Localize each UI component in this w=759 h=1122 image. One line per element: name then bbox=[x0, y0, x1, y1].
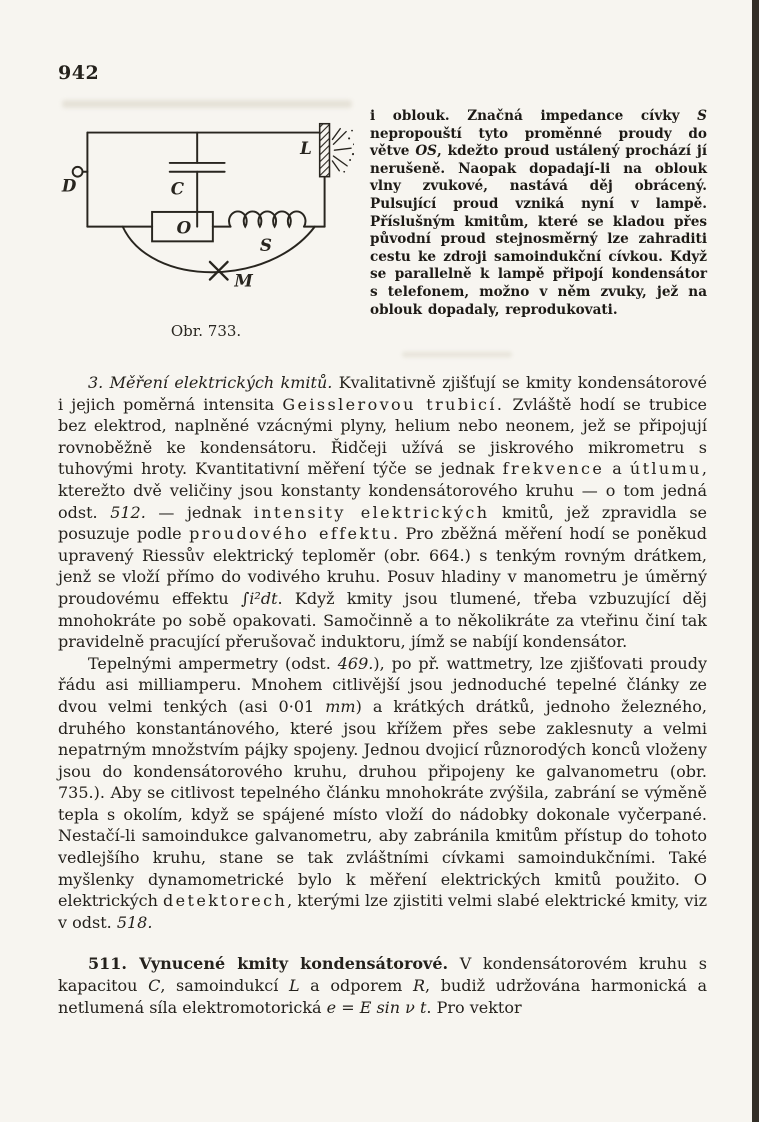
text-segment: Zvláště hodí se trubice bez elektrod, naplněné vzácnými plyny, helium nebo neonem, jež se připojují rovnoběžně ke kondensátoru. Řidčeji užívá se jiskrového mikrometru s tuhovými hroty. Kvantitativní měření týče se jednak bbox=[58, 394, 708, 479]
scan-edge-artifact bbox=[752, 0, 759, 1122]
text-segment: frekvence bbox=[502, 459, 605, 479]
text-segment: , budiž udržována harmonická a netlumená síla elektromotorická bbox=[58, 976, 708, 1017]
text-segment: detektorech bbox=[163, 891, 288, 911]
text-segment: OS bbox=[415, 143, 437, 160]
text-segment: . Pro zběžná měření hodí se poněkud upravený Riessův elektrický teploměr (obr. 664.) s tenkým rovným drátkem, jenž se vloží přímo do vodivého kruhu. Posuv hladiny v manometru je úměrný proudovému effektu bbox=[58, 524, 708, 608]
text-segment: R bbox=[412, 976, 426, 996]
text-segment: L bbox=[288, 976, 300, 996]
arc-lamp-bar bbox=[320, 124, 330, 177]
figure-733 bbox=[58, 108, 354, 362]
text-segment: 469. bbox=[337, 653, 374, 673]
text-segment: kmitů, jež zpravidla se posuzuje podle bbox=[58, 502, 708, 544]
text-segment: i oblouk. Značná impedance cívky bbox=[370, 108, 698, 124]
label-d: D bbox=[61, 175, 77, 196]
circuit-diagram bbox=[58, 110, 354, 308]
text-segment: , kdežto proud ustálený prochází jí nerušeně. Naopak dopadají-li na oblouk vlny zvukové, nastává děj obrácený. Pulsující proud vzniká nyní v lampě. Příslušným kmitům, které se kladou přes původní proud stejnosměrný lze zahraditi cestu ke zdroji samoindukční cívkou. Když se parallelně k lampě připojí kondensátor s telefonem, možno v něm zvuky, jež na oblouk dopadaly, reprodukovati. bbox=[370, 143, 708, 318]
text-segment: a bbox=[604, 459, 630, 479]
label-o: O bbox=[176, 217, 192, 238]
text-segment: 518. bbox=[116, 912, 153, 932]
coil bbox=[229, 211, 305, 226]
text-segment: ), po př. wattmetry, lze zjišťovati proudy řádu asi milliamperu. Mnohem citlivější jsou jednoduché tepelné články ze dvou velmi tenkých (asi 0·01 bbox=[58, 653, 708, 716]
text-segment: útlumu bbox=[629, 459, 702, 479]
text-segment: 512. bbox=[110, 502, 146, 522]
figure-caption: Obr. 733. bbox=[170, 322, 242, 340]
text-segment: Geisslerovou trubicí. bbox=[282, 394, 505, 414]
text-segment: Tepelnými ampermetry (odst. bbox=[88, 653, 338, 673]
text-segment: nepropouští tyto proměnné proudy do větve bbox=[370, 125, 707, 160]
page-content bbox=[58, 108, 707, 1018]
paragraph bbox=[58, 653, 707, 934]
spark-rays bbox=[332, 129, 351, 171]
paragraph bbox=[58, 953, 707, 1018]
text-segment: mm bbox=[325, 696, 356, 716]
label-s: S bbox=[259, 235, 272, 256]
text-segment: C bbox=[148, 976, 161, 996]
text-segment: ) a krátkých drátků, jednoho železného, druhého konstantánového, které jsou křížem přes sebe zaklesnuty a velmi nepatrným množstvím pájky spojeny. Jednou dvojicí různorodých konců vloženy jsou do kondensátorového kruhu, druhou připojeny ke galvanometru (obr. 735.). Aby se citlivost tepelného článku mnohokráte zvýšila, zabrání se výměně tepla s okolím, když se spájené místo vloží do nádobky dokonale vyčerpané. Nestačí-li samoindukce galvanometru, aby zabránila kmitům přístup do tohoto vedlejšího kruhu, stane se tak zvláštními cívkami samoindukčními. Také myšlenky dynamometrické bylo k měření elektrických kmitů použito. O elektrických bbox=[58, 696, 707, 911]
text-segment: ∫i²dt bbox=[240, 588, 278, 608]
text-segment: S bbox=[697, 108, 707, 124]
text-segment: . Když kmity jsou tlumené, třeba vzbuzující děj mnohokráte po sobě opakovati. Samočinně a to několikráte za vteřinu činí tak pravidelně pracující přerušovač induktoru, jímž se nabíjí kondensátor. bbox=[58, 588, 707, 652]
spark-dots bbox=[343, 130, 354, 173]
bleed-through-smudge bbox=[62, 100, 352, 108]
bleed-through-smudge bbox=[402, 352, 512, 357]
text-segment: , kterými lze zjistiti velmi slabé elektrické kmity, viz v odst. bbox=[58, 891, 708, 932]
label-l: L bbox=[300, 138, 312, 159]
text-segment: proudového effektu bbox=[189, 524, 394, 544]
label-c: C bbox=[170, 178, 184, 199]
text-segment: V kondensátorovém kruhu s kapacitou bbox=[58, 954, 707, 996]
text-segment: — jednak bbox=[145, 502, 254, 522]
text-segment: . Pro vektor bbox=[426, 997, 522, 1017]
text-segment: a odporem bbox=[299, 976, 413, 996]
page-number: 942 bbox=[58, 62, 100, 84]
text-segment: e = E sin ν t bbox=[326, 997, 427, 1017]
paragraph bbox=[58, 372, 707, 653]
label-m: M bbox=[234, 270, 253, 291]
text-segment: 3. Měření elektrických kmitů. bbox=[88, 373, 333, 392]
text-segment: intensity elektrických bbox=[253, 502, 490, 522]
text-segment: , kterežto dvě veličiny jsou konstanty kondensátorového kruhu — o tom jedná odst. bbox=[58, 459, 707, 522]
text-segment: , samoindukcí bbox=[160, 976, 289, 996]
text-segment: Kvalitativně zjišťují se kmity kondensátorové i jejich poměrná intensita bbox=[58, 373, 708, 414]
text-segment: 511. Vynucené kmity kondensátorové. bbox=[88, 954, 449, 974]
body-paragraphs bbox=[58, 362, 707, 1018]
